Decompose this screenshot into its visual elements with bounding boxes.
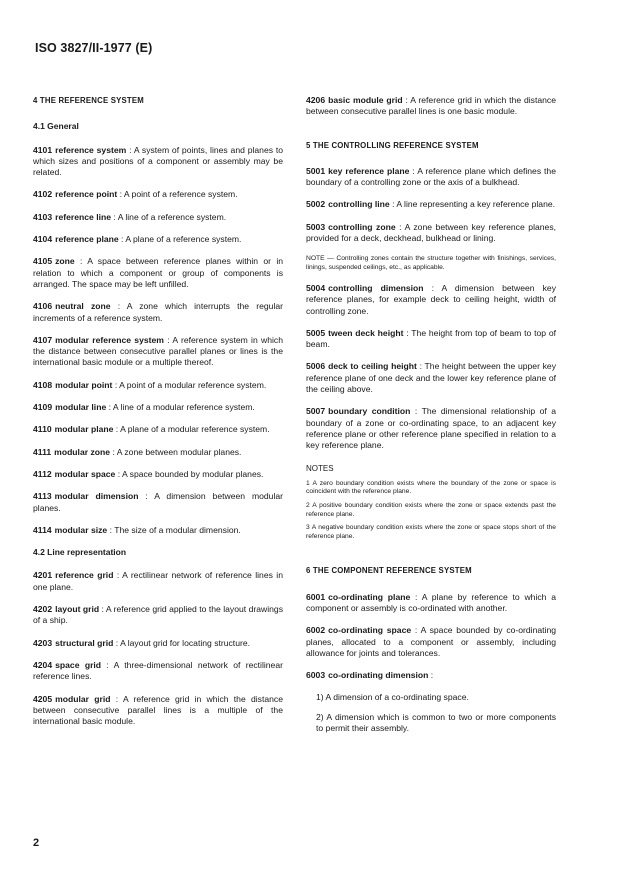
- term-name: structural grid: [55, 637, 114, 648]
- term-definition: : A reference grid applied to the layout drawings of a ship.: [33, 604, 283, 626]
- term-number: 4201: [33, 570, 53, 581]
- term-definition: : A zone which interrupts the regular increments of a reference system.: [33, 301, 284, 323]
- term-number: 4107: [33, 334, 53, 345]
- term-entry: [33, 570, 283, 593]
- term-definition: : The size of a modular dimension.: [109, 524, 241, 535]
- term-entry: [33, 525, 283, 536]
- entry-4206-container: [306, 95, 556, 118]
- term-definition: : A dimension between key reference planes, for example deck to ceiling height, width of controlling zone.: [306, 282, 556, 316]
- term-number: 6002: [306, 625, 326, 636]
- term-definition: : A three-dimensional network of rectilinear reference lines.: [33, 659, 283, 682]
- right-column: [306, 95, 556, 742]
- term-definition: : A line of a modular reference system.: [108, 402, 255, 413]
- term-definition: : A rectilinear network of reference lines in one plane.: [33, 570, 283, 592]
- term-entry: [33, 638, 283, 649]
- left-column: [33, 95, 283, 738]
- term-entry: [306, 222, 556, 245]
- term-entry: [33, 256, 283, 290]
- term-definition: :: [430, 670, 434, 681]
- term-entry: [306, 670, 556, 681]
- definition-list-item: 1) A dimension of a co-ordinating space.: [316, 692, 469, 703]
- term-number: 5007: [306, 406, 326, 417]
- term-number: 4111: [33, 446, 52, 457]
- entries-6: [306, 592, 556, 682]
- term-number: 4113: [33, 491, 52, 502]
- term-entry: [33, 301, 283, 324]
- subsection-4-1-heading: 4.1 General: [33, 121, 79, 132]
- term-number: 4205: [33, 693, 53, 704]
- term-number: 4101: [33, 144, 53, 155]
- term-name: modular size: [54, 524, 108, 535]
- term-definition: : The height between the upper key reference plane of one deck and the lower key reference plane of the ceiling above.: [306, 361, 557, 395]
- term-name: zone: [55, 256, 75, 267]
- entries-5-b: [306, 283, 556, 452]
- term-name: modular point: [55, 379, 113, 390]
- page-number: 2: [33, 837, 40, 849]
- term-number: 4108: [33, 379, 53, 390]
- term-number: 5004: [306, 282, 326, 293]
- term-definition: : A plane of a reference system.: [121, 234, 242, 245]
- term-entry: [33, 402, 283, 413]
- document-id: ISO 3827/II-1977 (E): [35, 41, 153, 55]
- term-name: controlling dimension: [328, 282, 424, 293]
- term-name: modular zone: [54, 446, 111, 457]
- term-definition: : A reference grid in which the distance between consecutive parallel lines is one basic module.: [306, 95, 556, 117]
- term-entry: [306, 625, 556, 659]
- term-entry: [33, 694, 283, 728]
- term-entry: [33, 335, 283, 369]
- term-name: modular plane: [54, 424, 114, 435]
- numbered-note: 3 A negative boundary condition exists where the zone or space stops short of the reference plane.: [306, 524, 556, 540]
- term-entry: [33, 447, 283, 458]
- term-number: 5006: [306, 361, 326, 372]
- term-number: 4110: [33, 424, 52, 435]
- term-name: reference line: [55, 211, 112, 222]
- term-entry: [33, 212, 283, 223]
- term-entry: [33, 604, 283, 627]
- term-name: space grid: [55, 659, 102, 670]
- definition-list-item: 2) A dimension which is common to two or more components to permit their assembly.: [316, 711, 556, 734]
- numbered-note: 1 A zero boundary condition exists where the boundary of the zone or space is coincident with the reference plane.: [306, 479, 556, 496]
- term-number: 4109: [33, 402, 53, 413]
- term-definition: : A space bounded by modular planes.: [117, 468, 264, 479]
- term-definition: : A point of a reference system.: [119, 189, 238, 200]
- term-number: 4202: [33, 604, 53, 615]
- term-name: tween deck height: [328, 327, 404, 338]
- term-number: 5002: [306, 199, 326, 210]
- term-entry: [306, 406, 556, 451]
- term-definition: : The dimensional relationship of a boundary of a zone or co-ordinating space, to an adjacent key reference plane or other reference plane specified in relation to a key reference plane.: [306, 406, 556, 451]
- term-number: 4103: [33, 211, 53, 222]
- section-5-heading: 5 THE CONTROLLING REFERENCE SYSTEM: [306, 140, 479, 150]
- term-definition: : A space between reference planes within or in relation to which a component or group of components is arranged. The space may be left unfilled.: [33, 256, 284, 289]
- section-6-heading: 6 THE COMPONENT REFERENCE SYSTEM: [306, 566, 472, 576]
- term-entry: [306, 199, 556, 210]
- term-number: 4114: [33, 524, 52, 535]
- term-entry: [33, 424, 283, 435]
- term-name: boundary condition: [328, 406, 411, 417]
- term-definition: : A plane of a modular reference system.: [115, 424, 270, 435]
- term-definition: : A plane by reference to which a component or assembly is co-ordinated with another.: [306, 591, 556, 613]
- term-name: co-ordinating space: [328, 625, 412, 636]
- term-number: 4106: [33, 301, 53, 312]
- section-4-heading: 4 THE REFERENCE SYSTEM: [33, 96, 144, 105]
- term-entry: [306, 328, 556, 351]
- term-name: modular reference system: [55, 334, 164, 345]
- term-definition: : A line of a reference system.: [113, 211, 227, 222]
- term-number: 5005: [306, 327, 326, 338]
- term-number: 4102: [33, 189, 53, 200]
- term-definition: : A layout grid for locating structure.: [115, 637, 251, 648]
- term-name: key reference plane: [328, 165, 410, 176]
- term-entry: [306, 95, 556, 118]
- term-name: controlling line: [328, 199, 390, 210]
- list-6003: [306, 692, 556, 734]
- term-definition: : A dimension between modular planes.: [33, 491, 284, 513]
- term-number: 4204: [33, 659, 53, 670]
- term-name: reference point: [55, 189, 118, 200]
- term-number: 4105: [33, 256, 53, 267]
- subsection-4-2-heading: 4.2 Line representation: [33, 547, 127, 558]
- entries-4-2: [33, 570, 283, 727]
- term-entry: [33, 145, 283, 179]
- term-name: modular dimension: [54, 491, 139, 502]
- term-definition: : A reference grid in which the distance between consecutive parallel lines is a multiple of the international basic module.: [33, 693, 283, 727]
- term-name: reference plane: [55, 234, 119, 245]
- term-name: basic module grid: [328, 95, 403, 105]
- term-entry: [33, 189, 283, 200]
- term-definition: : A reference system in which the distance between consecutive parallel planes or lines is the international basic module or a multiple thereof.: [33, 334, 284, 368]
- term-entry: [33, 491, 283, 514]
- term-name: deck to ceiling height: [328, 361, 417, 372]
- term-number: 5001: [306, 165, 326, 176]
- term-definition: : A point of a modular reference system.: [114, 379, 267, 390]
- term-name: layout grid: [55, 604, 100, 615]
- term-name: co-ordinating dimension: [328, 670, 429, 681]
- term-definition: : The height from top of beam to top of beam.: [306, 327, 557, 350]
- note-5003: NOTE — Controlling zones contain the structure together with finishings, services, linings, suspended ceilings, etc., as applicable.: [306, 255, 556, 272]
- term-number: 6003: [306, 670, 326, 681]
- term-name: reference system: [55, 144, 127, 155]
- term-entry: [33, 380, 283, 391]
- notes-5007: [306, 480, 556, 542]
- term-number: 4206: [306, 95, 326, 105]
- term-name: controlling zone: [328, 221, 396, 232]
- entries-4-1: [33, 145, 283, 537]
- term-definition: : A line representing a key reference plane.: [392, 199, 556, 210]
- term-name: modular space: [54, 468, 116, 479]
- term-entry: [306, 166, 556, 189]
- term-name: modular line: [55, 402, 107, 413]
- term-number: 4203: [33, 637, 53, 648]
- term-name: co-ordinating plane: [328, 591, 411, 602]
- term-entry: [306, 361, 556, 395]
- term-name: reference grid: [55, 570, 114, 581]
- term-entry: [33, 469, 283, 480]
- term-number: 4104: [33, 234, 53, 245]
- term-entry: [33, 234, 283, 245]
- term-number: 5003: [306, 221, 326, 232]
- term-number: 6001: [306, 591, 326, 602]
- term-definition: : A space bounded by co-ordinating planes, allocated to a component or assembly, including allowance for joints and tolerances.: [306, 625, 557, 658]
- term-definition: : A zone between key reference planes, provided for a deck, deckhead, bulkhead or lining.: [306, 221, 557, 244]
- notes-heading: NOTES: [306, 463, 334, 473]
- term-entry: [306, 283, 556, 317]
- term-entry: [306, 592, 556, 615]
- term-definition: : A reference plane which defines the boundary of a controlling zone or the axis of a bulkhead.: [306, 165, 556, 188]
- term-definition: : A system of points, lines and planes to which sizes and positions of a component or assembly may be related.: [33, 144, 283, 178]
- term-name: neutral zone: [55, 301, 111, 312]
- term-name: modular grid: [55, 693, 111, 704]
- term-number: 4112: [33, 468, 52, 479]
- term-definition: : A zone between modular planes.: [112, 446, 242, 457]
- numbered-note: 2 A positive boundary condition exists where the zone or space extends past the reference plane.: [306, 502, 556, 518]
- term-entry: [33, 660, 283, 683]
- entries-5-a: [306, 166, 556, 244]
